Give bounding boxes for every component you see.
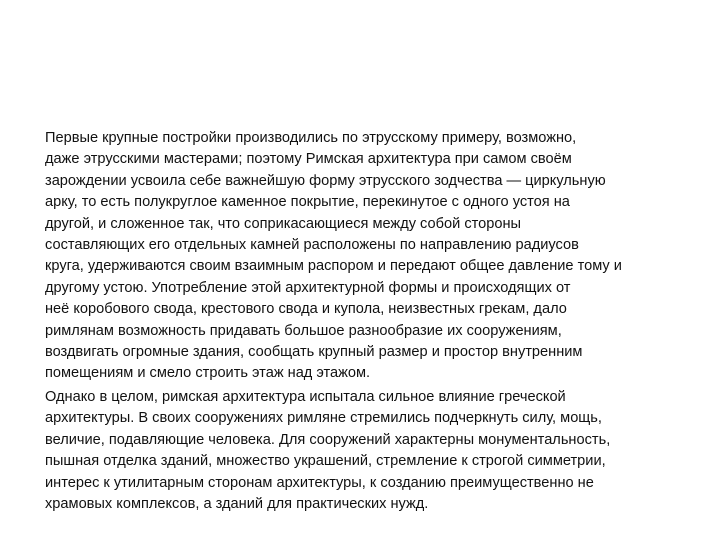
text-line: Первые крупные постройки производились по этрусскому примеру, возможно, <box>45 130 577 146</box>
text-line: помещениям и смело строить этаж над этажом. <box>45 365 371 382</box>
text-line: храмовых комплексов, а зданий для практических нужд. <box>45 495 429 512</box>
text-line: интерес к утилитарным сторонам архитектуры, к созданию преимущественно не <box>45 474 594 491</box>
text-line: круга, удерживаются своим взаимным распором и передают общее давление тому и <box>45 258 622 275</box>
text-line: даже этрусскими мастерами; поэтому Римская архитектура при самом своём <box>45 151 572 168</box>
text-line: составляющих его отдельных камней расположены по направлению радиусов <box>45 237 579 254</box>
text-line: воздвигать огромные здания, сообщать крупный размер и простор внутренним <box>45 344 583 361</box>
text-line: архитектуры. В своих сооружениях римляне стремились подчеркнуть силу, мощь, <box>45 410 602 427</box>
text-line: римлянам возможность придавать большое разнообразие их сооружениям, <box>45 322 562 339</box>
body-text <box>45 128 685 515</box>
text-line: зарождении усвоила себе важнейшую форму этрусского зодчества — циркульную <box>45 172 606 189</box>
text-line: другой, и сложенное так, что соприкасающиеся между собой стороны <box>45 215 522 232</box>
text-line: величие, подавляющие человека. Для сооружений характерны монументальность, <box>45 431 611 448</box>
paragraph-1 <box>45 128 685 385</box>
text-line: пышная отделка зданий, множество украшений, стремление к строгой симметрии, <box>45 453 606 470</box>
text-line: арку, то есть полукруглое каменное покрытие, перекинутое с одного устоя на <box>45 194 570 211</box>
text-line: другому устою. Употребление этой архитектурной формы и происходящих от <box>45 279 571 296</box>
paragraph-2 <box>45 387 685 515</box>
text-line: неё коробового свода, крестового свода и купола, неизвестных грекам, дало <box>45 301 567 318</box>
text-line: Однако в целом, римская архитектура испытала сильное влияние греческой <box>45 388 566 405</box>
